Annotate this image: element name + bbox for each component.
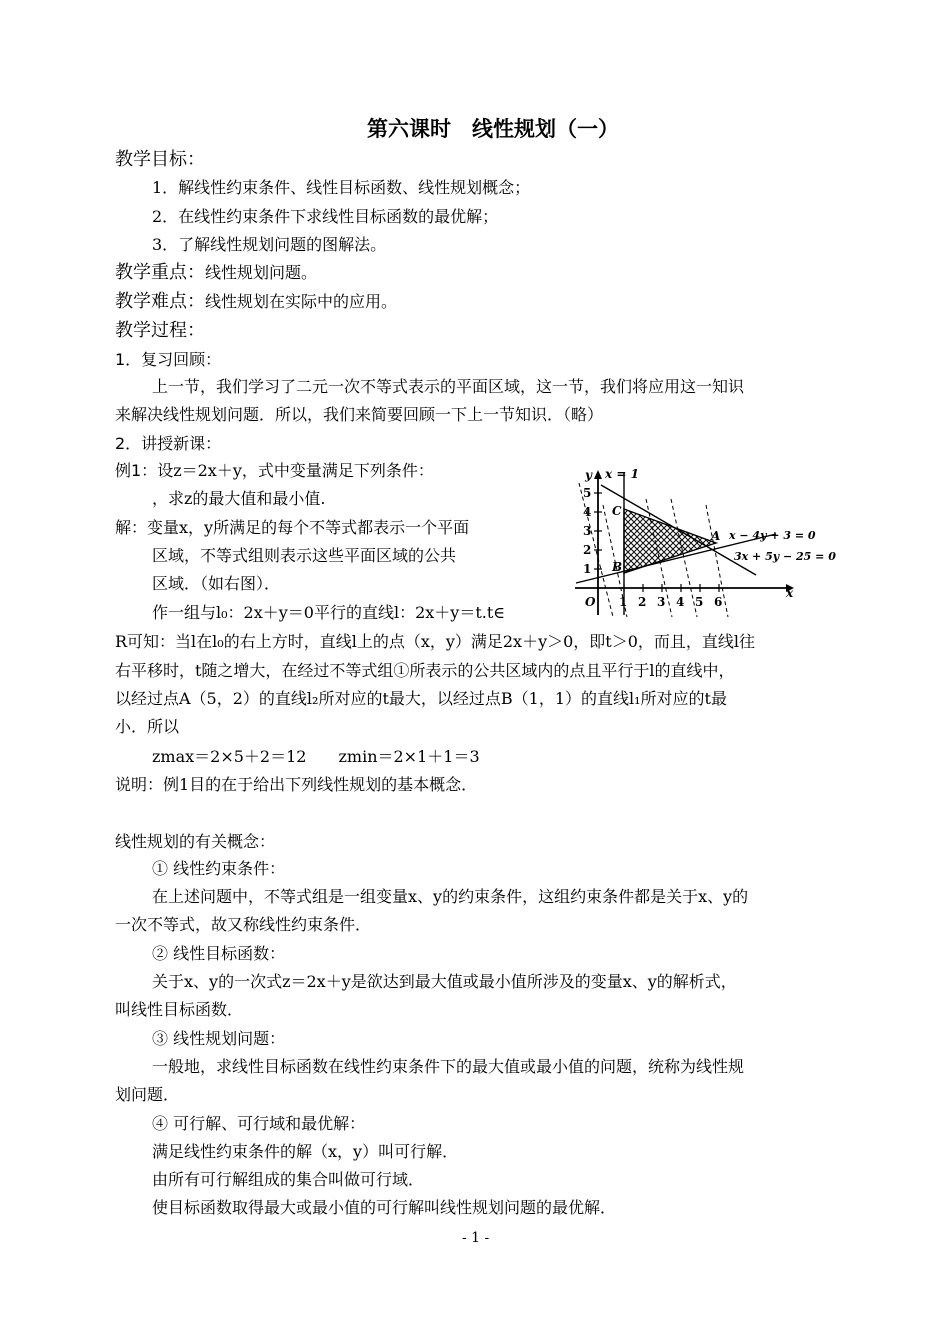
concept-text: 在上述问题中，不等式组是一组变量x、y的约束条件，这组约束条件都是关于x、y的 bbox=[152, 887, 749, 906]
feasible-region-figure bbox=[571, 465, 843, 623]
example-text: 设z＝2x＋y，式中变量满足下列条件： bbox=[157, 461, 434, 480]
concept-title: ④ 可行解、可行域和最优解： bbox=[152, 1114, 366, 1133]
objective-item: 2．在线性约束条件下求线性目标函数的最优解； bbox=[152, 207, 499, 226]
solution-line: 解：变量x，y所满足的每个不等式都表示一个平面 bbox=[115, 518, 470, 537]
concept-text: 划问题． bbox=[115, 1085, 180, 1104]
y-tick-label: 3 bbox=[583, 524, 592, 538]
y-tick-label: 1 bbox=[583, 562, 592, 576]
key-point-text: 线性规划问题。 bbox=[205, 263, 318, 282]
concept-text: 关于x、y的一次式z＝2x＋y是欲达到最大值或最小值所涉及的变量x、y的解析式， bbox=[152, 972, 737, 991]
solution-line: 区域，不等式组则表示这些平面区域的公共 bbox=[152, 546, 457, 565]
equation-2-label: 3x + 5y − 25 = 0 bbox=[734, 550, 836, 563]
concept-text: 一次不等式，故又称线性约束条件． bbox=[115, 915, 372, 934]
solution-line: 右平移时，t随之增大，在经过不等式组①所表示的公共区域内的点且平行于l的直线中， bbox=[115, 661, 735, 680]
x-tick-label: 4 bbox=[676, 595, 685, 609]
y-axis-label: y bbox=[585, 468, 592, 482]
concept-title: ② 线性目标函数： bbox=[152, 944, 286, 963]
difficulty-text: 线性规划在实际中的应用。 bbox=[205, 292, 398, 311]
solution-line: R可知：当l在l₀的右上方时，直线l上的点（x，y）满足2x＋y＞0，即t＞0，而且，直线l往 bbox=[115, 632, 756, 651]
point-a-label: A bbox=[711, 529, 721, 543]
difficulty-label: 教学难点： bbox=[115, 291, 205, 312]
x-tick-label: 6 bbox=[714, 595, 723, 609]
concepts-heading: 线性规划的有关概念： bbox=[115, 832, 276, 851]
y-tick-label: 5 bbox=[583, 486, 592, 500]
solution-line: 区域．（如右图）． bbox=[152, 574, 281, 593]
objective-item: 3．了解线性规划问题的图解法。 bbox=[152, 235, 387, 254]
key-point-label: 教学重点： bbox=[115, 262, 205, 283]
x-axis-label: x bbox=[786, 586, 794, 600]
concept-title: ① 线性约束条件： bbox=[152, 859, 286, 878]
review-paragraph-line: 上一节，我们学习了二元一次不等式表示的平面区域，这一节，我们将应用这一知识 bbox=[152, 377, 745, 396]
explanation-text: 说明：例1目的在于给出下列线性规划的基本概念． bbox=[115, 775, 478, 794]
y-tick-label: 4 bbox=[583, 505, 592, 519]
concept-text: 满足线性约束条件的解（x，y）叫可行解． bbox=[152, 1142, 459, 1161]
new-lesson-heading: 2．讲授新课： bbox=[115, 434, 222, 453]
y-tick-label: 2 bbox=[583, 543, 592, 557]
solution-line: 小．所以 bbox=[115, 717, 180, 736]
concept-text: 一般地，求线性目标函数在线性约束条件下的最大值或最小值的问题，统称为线性规 bbox=[152, 1057, 745, 1076]
review-paragraph-line: 来解决线性规划问题．所以，我们来简要回顾一下上一节知识．（略） bbox=[115, 405, 604, 424]
concept-title: ③ 线性规划问题： bbox=[152, 1029, 286, 1048]
page-title: 第六课时 线性规划（一） bbox=[367, 117, 619, 141]
example-text-line: ，求z的最大值和最小值. bbox=[152, 489, 326, 508]
concept-text: 叫线性目标函数． bbox=[115, 1000, 244, 1019]
example-label: 例1： bbox=[115, 461, 158, 480]
solution-line: 作一组与l₀：2x＋y＝0平行的直线l：2x＋y＝t.t∈ bbox=[152, 603, 506, 622]
process-heading: 教学过程： bbox=[115, 320, 205, 341]
review-heading: 1．复习回顾： bbox=[115, 350, 222, 369]
origin-label: O bbox=[585, 595, 596, 609]
page-number: - 1 - bbox=[462, 1230, 490, 1246]
objective-item: 1．解线性约束条件、线性目标函数、线性规划概念； bbox=[152, 178, 531, 197]
concept-text: 使目标函数取得最大或最小值的可行解叫线性规划问题的最优解． bbox=[152, 1198, 617, 1217]
result-formula: zmax＝2×5＋2＝12 zmin＝2×1＋1＝3 bbox=[152, 747, 480, 766]
x-tick-label: 3 bbox=[657, 595, 666, 609]
point-c-label: C bbox=[612, 504, 622, 518]
key-point-row bbox=[115, 263, 317, 283]
x-tick-label: 5 bbox=[695, 595, 704, 609]
x-tick-label: 1 bbox=[619, 595, 628, 609]
solution-line: 以经过点A（5，2）的直线l₂所对应的t最大，以经过点B（1，1）的直线l₁所对应的t最 bbox=[115, 689, 727, 708]
objectives-heading: 教学目标： bbox=[115, 149, 205, 170]
line-x1-label: x = 1 bbox=[605, 467, 639, 481]
example-row bbox=[115, 461, 434, 481]
point-b-label: B bbox=[612, 560, 623, 574]
equation-1-label: x − 4y + 3 = 0 bbox=[729, 529, 816, 542]
concept-text: 由所有可行解组成的集合叫做可行域． bbox=[152, 1170, 425, 1189]
difficulty-row bbox=[115, 292, 397, 312]
x-tick-label: 2 bbox=[638, 595, 647, 609]
